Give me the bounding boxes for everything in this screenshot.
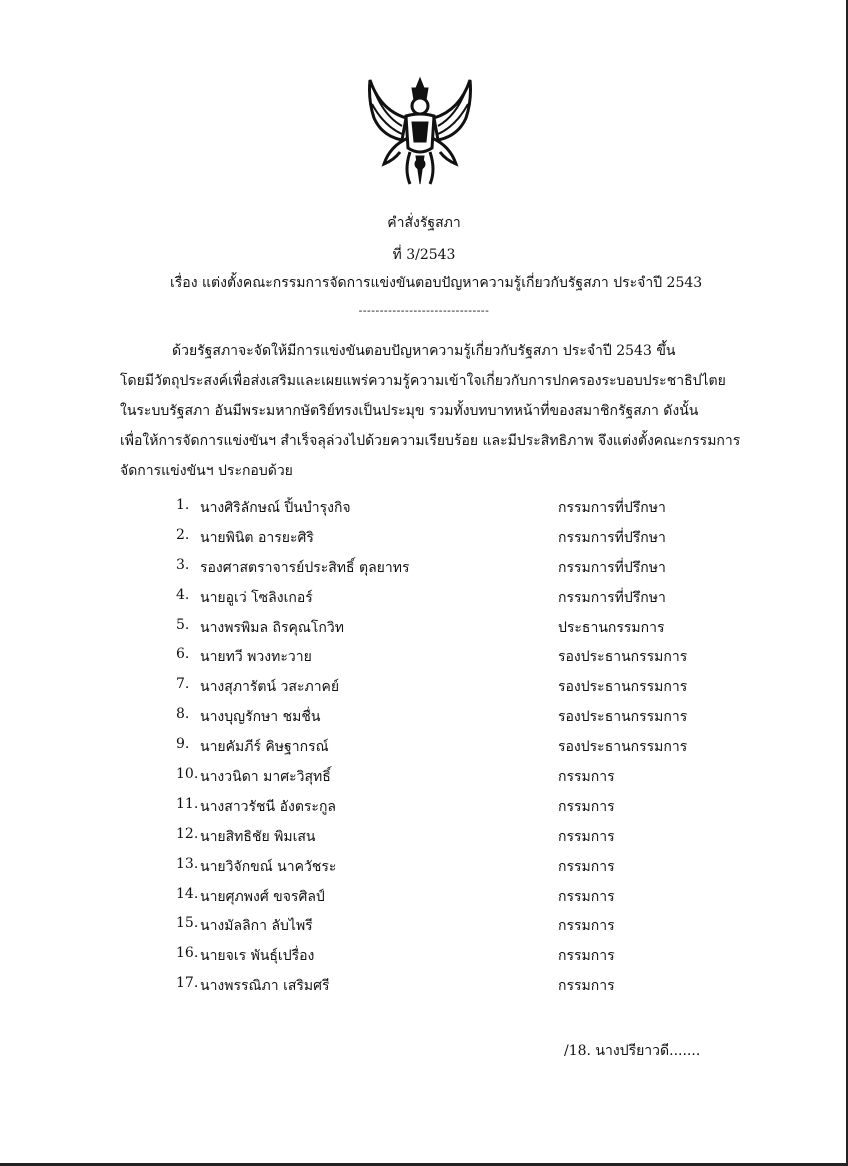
- member-role: กรรมการที่ปรึกษา: [558, 559, 666, 576]
- item-number: 14.: [176, 885, 199, 902]
- member-role: กรรมการ: [558, 978, 615, 995]
- body-paragraph: [120, 336, 741, 486]
- item-number: 15.: [176, 915, 199, 932]
- member-role: ประธานกรรมการ: [558, 619, 665, 636]
- list-item: [176, 497, 706, 527]
- member-name: นายทวี พวงทะวาย: [200, 649, 312, 666]
- item-number: 12.: [176, 825, 199, 842]
- item-number: 2.: [176, 526, 190, 543]
- member-name: นางบุญรักษา ชมชื่น: [200, 709, 321, 726]
- list-item: [176, 796, 706, 826]
- item-number: 6.: [176, 646, 190, 663]
- item-number: 9.: [176, 736, 190, 753]
- member-role: กรรมการ: [558, 798, 615, 815]
- body-line: เพื่อให้การจัดการแข่งขันฯ สำเร็จลุล่วงไปด้วยความเรียบร้อย และมีประสิทธิภาพ จึงแต่งตั้งคณะกรรมการ: [120, 433, 741, 449]
- member-name: นายคัมภีร์ คิษฐากรณ์: [200, 739, 329, 756]
- member-name: นางพรพิมล ถิรคุณโกวิท: [200, 619, 344, 636]
- order-title: คำสั่งรัฐสภา: [387, 215, 461, 231]
- list-item: [176, 736, 706, 766]
- member-role: รองประธานกรรมการ: [558, 649, 688, 666]
- list-item: [176, 886, 706, 916]
- body-line: จัดการแข่งขันฯ ประกอบด้วย: [120, 463, 293, 479]
- item-number: 11.: [176, 795, 199, 812]
- member-name: นางสาวรัชนี อังตระกูล: [200, 798, 337, 815]
- list-item: [176, 706, 706, 736]
- order-subject: เรื่อง แต่งตั้งคณะกรรมการจัดการแข่งขันตอบปัญหาความรู้เกี่ยวกับรัฐสภา ประจำปี 2543: [170, 275, 703, 291]
- list-item: [176, 527, 706, 557]
- item-number: 4.: [176, 586, 190, 603]
- item-number: 3.: [176, 556, 190, 573]
- divider-line: -------------------------------: [358, 304, 490, 317]
- item-number: 16.: [176, 945, 199, 962]
- item-number: 10.: [176, 766, 199, 783]
- list-item: [176, 975, 706, 1005]
- item-number: 13.: [176, 855, 199, 872]
- list-item: [176, 617, 706, 647]
- member-name: นายพินิต อารยะศิริ: [200, 529, 314, 546]
- garuda-emblem-icon: [360, 60, 480, 190]
- item-number: 17.: [176, 975, 199, 992]
- body-line: ด้วยรัฐสภาจะจัดให้มีการแข่งขันตอบปัญหาความรู้เกี่ยวกับรัฐสภา ประจำปี 2543 ขึ้น: [172, 343, 676, 359]
- member-role: รองประธานกรรมการ: [558, 709, 688, 726]
- list-item: [176, 826, 706, 856]
- member-name: นางมัลลิกา ลับไพรี: [200, 918, 313, 935]
- list-item: [176, 557, 706, 587]
- item-number: 8.: [176, 706, 190, 723]
- member-role: กรรมการ: [558, 888, 615, 905]
- member-role: รองประธานกรรมการ: [558, 679, 688, 696]
- member-name: นางพรรณิภา เสริมศรี: [200, 978, 330, 995]
- member-name: นางศิริลักษณ์ ปิ้นบำรุงกิจ: [200, 500, 351, 516]
- list-item: [176, 945, 706, 975]
- member-name: นายวิจักขณ์ นาควัชระ: [200, 858, 337, 875]
- member-role: กรรมการ: [558, 828, 615, 845]
- item-number: 1.: [176, 497, 190, 513]
- body-line: ในระบบรัฐสภา อันมีพระมหากษัตริย์ทรงเป็นประมุข รวมทั้งบทบาทหน้าที่ของสมาชิกรัฐสภา ดังนั้น: [120, 403, 699, 419]
- member-role: กรรมการที่ปรึกษา: [558, 589, 666, 606]
- member-role: กรรมการที่ปรึกษา: [558, 500, 666, 516]
- member-name: นายสิทธิชัย พิมเสน: [200, 828, 316, 845]
- member-name: นายศุภพงศ์ ขจรศิลป์: [200, 888, 325, 905]
- member-name: รองศาสตราจารย์ประสิทธิ์ ตุลยาทร: [200, 559, 410, 576]
- member-name: นางสุภารัตน์ วสะภาคย์: [200, 679, 340, 696]
- member-role: กรรมการ: [558, 918, 615, 935]
- item-number: 5.: [176, 616, 190, 633]
- list-item: [176, 915, 706, 945]
- list-item: [176, 587, 706, 617]
- member-name: นายอูเว่ โซลิงเกอร์: [200, 589, 313, 606]
- committee-list: [176, 497, 706, 1005]
- continuation-note: /18. นางปรียาวดี.......: [564, 1043, 701, 1059]
- member-role: กรรมการที่ปรึกษา: [558, 529, 666, 546]
- member-role: กรรมการ: [558, 858, 615, 875]
- body-line: โดยมีวัตถุประสงค์เพื่อส่งเสริมและเผยแพร่ความรู้ความเข้าใจเกี่ยวกับการปกครองระบอบประชาธิปไตย: [120, 373, 726, 389]
- member-role: กรรมการ: [558, 948, 615, 965]
- member-role: กรรมการ: [558, 769, 615, 786]
- list-item: [176, 856, 706, 886]
- list-item: [176, 766, 706, 796]
- member-name: นางวนิดา มาศะวิสุทธิ์: [200, 769, 331, 786]
- item-number: 7.: [176, 676, 190, 693]
- member-role: รองประธานกรรมการ: [558, 739, 688, 756]
- order-number: ที่ 3/2543: [392, 247, 456, 263]
- list-item: [176, 646, 706, 676]
- list-item: [176, 676, 706, 706]
- member-name: นายจเร พันธุ์เปรื่อง: [200, 948, 315, 965]
